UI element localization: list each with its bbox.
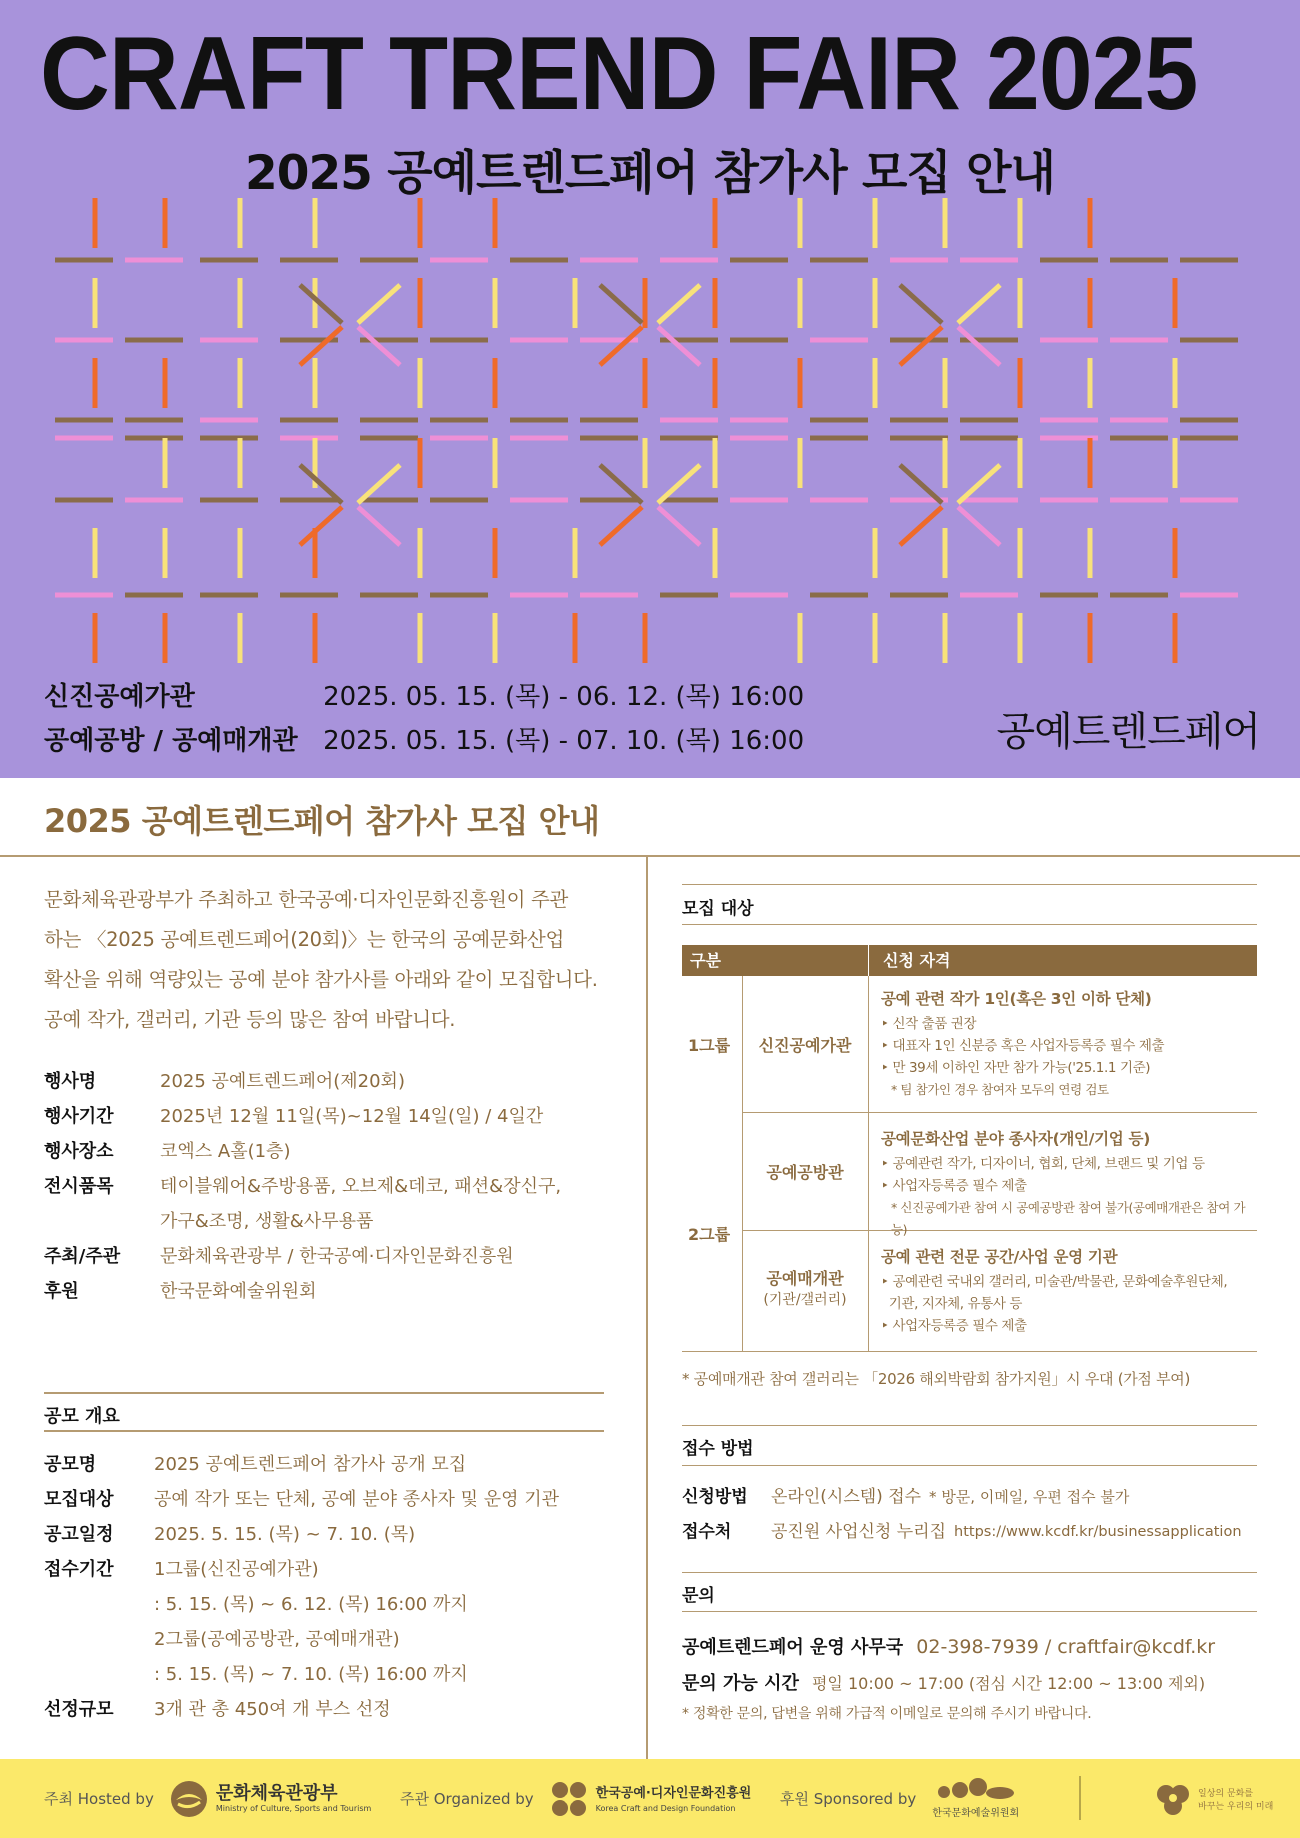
footer-label: 주관 Organized by [400, 1790, 534, 1808]
apply-note: * 방문, 이메일, 우편 접수 불가 [929, 1488, 1130, 1506]
recruit-table-header [682, 945, 1257, 976]
period-dates: 2025. 05. 15. (목) - 07. 10. (목) 16:00 [323, 726, 805, 756]
info-value: 2그룹(공예공방관, 공예매개관) [154, 1629, 400, 1650]
pattern-stroke [300, 285, 342, 323]
apply-place-row [682, 1515, 1242, 1550]
qualification-title: 공예 관련 작가 1인(혹은 3인 이하 단체) [881, 990, 1152, 1008]
qualification-note: * 팀 참가인 경우 참여자 모두의 연령 검토 [891, 1082, 1109, 1097]
group-label: 2그룹 [688, 1225, 731, 1244]
pattern-stroke [658, 285, 700, 323]
divider [44, 1430, 604, 1432]
intro-line: 공예 작가, 갤러리, 기관 등의 많은 참여 바랍니다. [44, 1008, 456, 1031]
info-row [44, 1622, 614, 1657]
info-row [44, 1274, 614, 1309]
slogan-emblem-icon [1154, 1780, 1192, 1818]
footer-separator [1079, 1776, 1081, 1820]
qualification-cell [881, 985, 1261, 1101]
divider [682, 1465, 1257, 1466]
footer-label: 후원 Sponsored by [780, 1790, 917, 1808]
info-key [44, 1204, 160, 1239]
pattern-stroke [658, 465, 700, 503]
hall-name-text: 공예매개관 [766, 1269, 844, 1288]
recruit-table [682, 945, 1257, 976]
pattern-stroke [658, 327, 700, 365]
arko-logo-icon [934, 1778, 1018, 1804]
period-row [44, 720, 804, 757]
table-line [868, 976, 869, 1352]
period-label: 공예공방 / 공예매개관 [44, 726, 298, 756]
info-value: 문화체육관광부 / 한국공예·디자인문화진흥원 [160, 1246, 514, 1267]
info-row [44, 1587, 614, 1622]
column-divider [646, 857, 648, 1759]
hall-name-text: 신진공예가관 [758, 1036, 852, 1055]
period-row [44, 676, 804, 713]
info-key: 주최/주관 [44, 1246, 121, 1267]
pattern-stroke [600, 327, 642, 365]
apply-heading: 접수 방법 [682, 1439, 754, 1459]
info-row [44, 1692, 614, 1727]
info-key: 후원 [44, 1281, 79, 1302]
info-value: 2025년 12월 11일(목)~12월 14일(일) / 4일간 [160, 1106, 544, 1127]
intro-line: 문화체육관광부가 주최하고 한국공예·디자인문화진흥원이 주관 [44, 888, 569, 911]
intro-line: 하는 〈2025 공예트렌드페어(20회)〉는 한국의 공예문화산업 [44, 928, 564, 951]
info-row [44, 1517, 614, 1552]
kcdf-name-en: Korea Craft and Design Foundation [595, 1804, 736, 1813]
info-key: 접수기간 [44, 1559, 114, 1580]
pattern-stroke [358, 327, 400, 365]
info-key: 선정규모 [44, 1699, 114, 1720]
info-value: 3개 관 총 450여 개 부스 선정 [154, 1699, 391, 1720]
apply-key: 신청방법 [682, 1487, 748, 1507]
kcdf-name: 한국공예·디자인문화진흥원 [595, 1786, 752, 1801]
info-key: 공고일정 [44, 1524, 114, 1545]
info-value: 2025 공예트렌드페어(제20회) [160, 1071, 405, 1092]
info-key: 모집대상 [44, 1489, 114, 1510]
contact-key: 공예트렌드페어 운영 사무국 [682, 1637, 904, 1658]
info-key: 전시품목 [44, 1176, 114, 1197]
event-info-table [44, 1064, 614, 1309]
slogan-line: 바꾸는 우리의 미래 [1198, 1801, 1274, 1812]
info-key [44, 1622, 154, 1657]
ministry-name: 문화체육관광부 [215, 1783, 338, 1804]
arko-name: 한국문화예술위원회 [932, 1808, 1020, 1819]
info-key: 행사장소 [44, 1141, 114, 1162]
info-row [44, 1239, 614, 1274]
kcdf-logo-icon [550, 1780, 588, 1818]
apply-method-row [682, 1480, 1129, 1515]
divider [682, 924, 1257, 925]
pattern-stroke [358, 465, 400, 503]
ministry-emblem-icon [170, 1780, 208, 1818]
hero-subtitle: 2025 공예트렌드페어 참가사 모집 안내 [245, 146, 1055, 201]
info-value: 2025. 5. 15. (목) ~ 7. 10. (목) [154, 1524, 416, 1545]
pattern-stroke [958, 465, 1000, 503]
intro-line: 확산을 위해 역량있는 공예 분야 참가사를 아래와 같이 모집합니다. [44, 968, 598, 991]
hero-title: CRAFT TREND FAIR 2025 [40, 16, 1198, 132]
pattern-stroke [958, 327, 1000, 365]
ministry-logo [216, 1784, 372, 1813]
pattern-stroke [600, 285, 642, 323]
pattern-stroke [900, 465, 942, 503]
table-line [682, 1351, 1257, 1352]
pattern-stroke [600, 465, 642, 503]
qualification-item: ‣ 대표자 1인 신분증 혹은 사업자등록증 필수 제출 [881, 1038, 1165, 1054]
qualification-cell [881, 1243, 1261, 1337]
organized-by [400, 1759, 751, 1838]
info-value: 1그룹(신진공예가관) [154, 1559, 319, 1580]
info-row [44, 1447, 614, 1482]
section-title: 2025 공예트렌드페어 참가사 모집 안내 [44, 802, 600, 840]
contact-value: 평일 10:00 ~ 17:00 (점심 시간 12:00 ~ 13:00 제외) [811, 1674, 1206, 1693]
divider [682, 1425, 1257, 1426]
info-row [44, 1169, 614, 1204]
hosted-by [44, 1759, 371, 1838]
sponsor-footer [0, 1759, 1300, 1838]
info-row [44, 1064, 614, 1099]
qualification-title: 공예문화산업 분야 종사자(개인/기업 등) [881, 1130, 1150, 1148]
hall-sub: (기관/갤러리) [763, 1292, 847, 1308]
info-key: 공모명 [44, 1454, 97, 1475]
pattern-stroke [900, 327, 942, 365]
hall-name [745, 1033, 865, 1056]
pattern-stroke [358, 285, 400, 323]
pattern-stroke [658, 507, 700, 545]
contact-key: 문의 가능 시간 [682, 1673, 799, 1694]
ministry-name-en: Ministry of Culture, Sports and Tourism [215, 1804, 372, 1813]
qualification-note: * 신진공예가관 참여 시 공예공방관 참여 불가(공예매개관은 참여 가능) [891, 1200, 1246, 1237]
info-row [44, 1204, 614, 1239]
slogan-text [1198, 1786, 1273, 1812]
apply-url-link[interactable]: https://www.kcdf.kr/businessapplication [954, 1524, 1242, 1540]
overview-heading: 공모 개요 [44, 1406, 120, 1427]
fair-logo: 공예트렌드페어 [996, 709, 1260, 755]
pattern-stroke [300, 327, 342, 365]
info-key: 행사기간 [44, 1106, 114, 1127]
qualification-cell [881, 1125, 1261, 1241]
hall-name [745, 1266, 865, 1309]
slogan-line: 일상의 문화를 [1198, 1788, 1254, 1799]
intro-paragraph [44, 880, 614, 1040]
pattern-stroke [900, 507, 942, 545]
pattern-stroke [358, 507, 400, 545]
pattern-stroke [300, 465, 342, 503]
info-value: : 5. 15. (목) ~ 7. 10. (목) 16:00 까지 [154, 1664, 468, 1685]
divider [682, 1572, 1257, 1573]
kcdf-logo [596, 1784, 752, 1813]
info-row [44, 1134, 614, 1169]
info-key [44, 1657, 154, 1692]
contact-heading: 문의 [682, 1586, 715, 1606]
info-row [44, 1099, 614, 1134]
info-value: 한국문화예술위원회 [160, 1281, 317, 1302]
info-value: 테이블웨어&주방용품, 오브제&데코, 패션&장신구, [160, 1176, 562, 1197]
hero-banner [0, 0, 1300, 778]
qualification-item: ‣ 공예관련 국내외 갤러리, 미술관/박물관, 문화예술후원단체, [881, 1274, 1228, 1290]
info-value: 가구&조명, 생활&사무용품 [160, 1211, 374, 1232]
period-dates: 2025. 05. 15. (목) - 06. 12. (목) 16:00 [323, 682, 805, 712]
sponsored-by [780, 1759, 1019, 1838]
divider [682, 884, 1257, 885]
arko-logo [932, 1778, 1019, 1819]
qualification-item: ‣ 만 39세 이하인 자만 참가 가능('25.1.1 기준) [881, 1060, 1151, 1076]
footer-label: 주최 Hosted by [44, 1790, 154, 1808]
contact-note: * 정확한 문의, 답변을 위해 가급적 이메일로 문의해 주시기 바랍니다. [682, 1706, 1092, 1722]
qualification-item: ‣ 공예관련 작가, 디자이너, 협회, 단체, 브랜드 및 기업 등 [881, 1156, 1205, 1172]
slogan-logo [1154, 1759, 1273, 1838]
apply-value: 온라인(시스템) 접수 [771, 1487, 922, 1507]
qualification-item: 기관, 지자체, 유통사 등 [881, 1296, 1023, 1312]
apply-key: 접수처 [682, 1522, 732, 1542]
col-header: 신청 자격 [868, 945, 950, 976]
contact-value[interactable]: 02-398-7939 / craftfair@kcdf.kr [916, 1636, 1216, 1658]
qualification-title: 공예 관련 전문 공간/사업 운영 기관 [881, 1248, 1118, 1266]
qualification-item: ‣ 신작 출품 권장 [881, 1016, 977, 1032]
pattern-stroke [300, 507, 342, 545]
info-value: 코엑스 A홀(1층) [160, 1141, 291, 1162]
divider [44, 1392, 604, 1394]
contact-hours-row [682, 1669, 1205, 1695]
contact-office-row [682, 1633, 1215, 1659]
group-label: 1그룹 [688, 1036, 731, 1055]
pattern-stroke [900, 285, 942, 323]
recruit-heading: 모집 대상 [682, 899, 754, 919]
info-value: 공예 작가 또는 단체, 공예 분야 종사자 및 운영 기관 [154, 1489, 559, 1510]
divider [682, 1611, 1257, 1612]
recruit-footnote: * 공예매개관 참여 갤러리는 「2026 해외박람회 참가지원」시 우대 (가점 부여) [682, 1370, 1191, 1388]
hall-name-text: 공예공방관 [766, 1163, 844, 1182]
table-line [742, 1112, 1257, 1113]
pattern-stroke [958, 507, 1000, 545]
table-line [742, 976, 743, 1352]
info-row [44, 1657, 614, 1692]
qualification-item: ‣ 사업자등록증 필수 제출 [881, 1318, 1027, 1334]
info-key [44, 1587, 154, 1622]
pattern-stroke [958, 285, 1000, 323]
info-row [44, 1482, 614, 1517]
info-row [44, 1552, 614, 1587]
col-header: 구분 [690, 951, 721, 970]
pattern-stroke [600, 507, 642, 545]
divider [0, 855, 1300, 857]
apply-value: 공진원 사업신청 누리집 [771, 1522, 947, 1542]
info-value: 2025 공예트렌드페어 참가사 공개 모집 [154, 1454, 467, 1475]
period-label: 신진공예가관 [44, 682, 195, 712]
info-value: : 5. 15. (목) ~ 6. 12. (목) 16:00 까지 [154, 1594, 468, 1615]
overview-table [44, 1447, 614, 1727]
hall-name [745, 1160, 865, 1183]
qualification-item: ‣ 사업자등록증 필수 제출 [881, 1178, 1027, 1194]
info-key: 행사명 [44, 1071, 97, 1092]
